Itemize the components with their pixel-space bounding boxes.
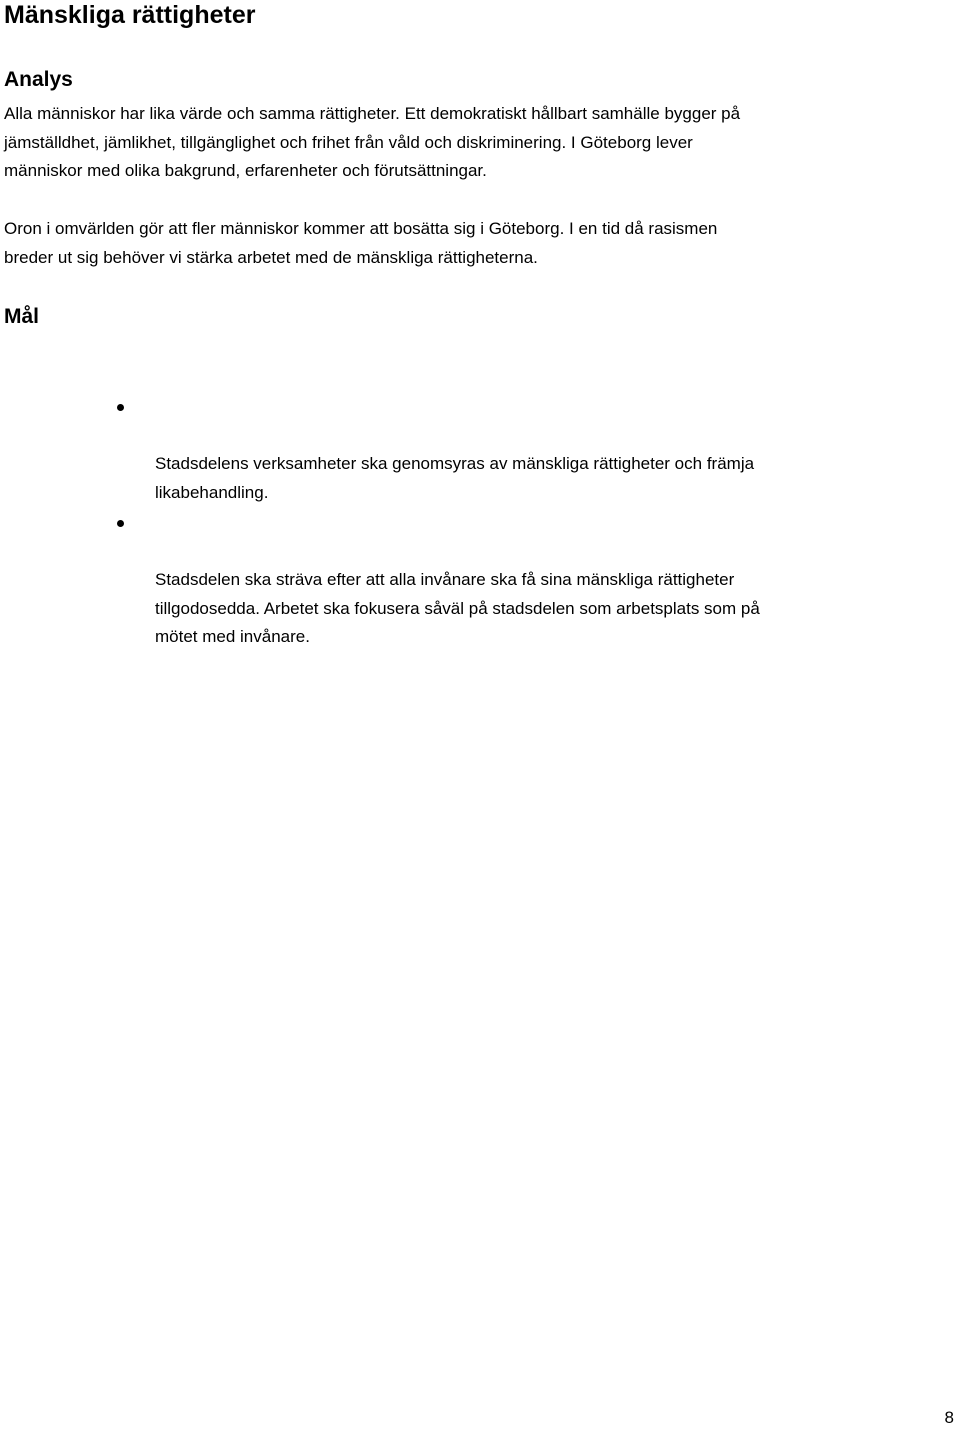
page-number: 8 <box>944 1408 954 1427</box>
goals-list <box>0 393 960 654</box>
list-item <box>0 393 915 507</box>
bullet-icon <box>117 404 124 411</box>
bullet-icon <box>117 520 124 527</box>
page-title: Mänskliga rättigheter <box>4 1 256 29</box>
goal-text: Stadsdelen ska sträva efter att alla invånare ska få sina mänskliga rättigheter tillgodosedda. Arbetet ska fokusera såväl på stadsdelen som arbetsplats som på mötet med invånare. <box>155 570 760 646</box>
analys-paragraph-1: Alla människor har lika värde och samma rättigheter. Ett demokratiskt hållbart samhälle bygger på jämställdhet, jämlikhet, tillgänglighet och frihet från våld och diskriminering. I Göteborg lever människor med olika bakgrund, erfarenheter och förutsättningar. <box>4 104 741 180</box>
analys-heading: Analys <box>4 68 73 91</box>
list-item <box>0 509 915 652</box>
goal-text: Stadsdelens verksamheter ska genomsyras av mänskliga rättigheter och främja likabehandling. <box>155 454 755 502</box>
analys-paragraph-2: Oron i omvärlden gör att fler människor kommer att bosätta sig i Göteborg. I en tid då rasismen breder ut sig behöver vi stärka arbetet med de mänskliga rättigheterna. <box>4 219 718 267</box>
mal-heading: Mål <box>4 305 40 328</box>
